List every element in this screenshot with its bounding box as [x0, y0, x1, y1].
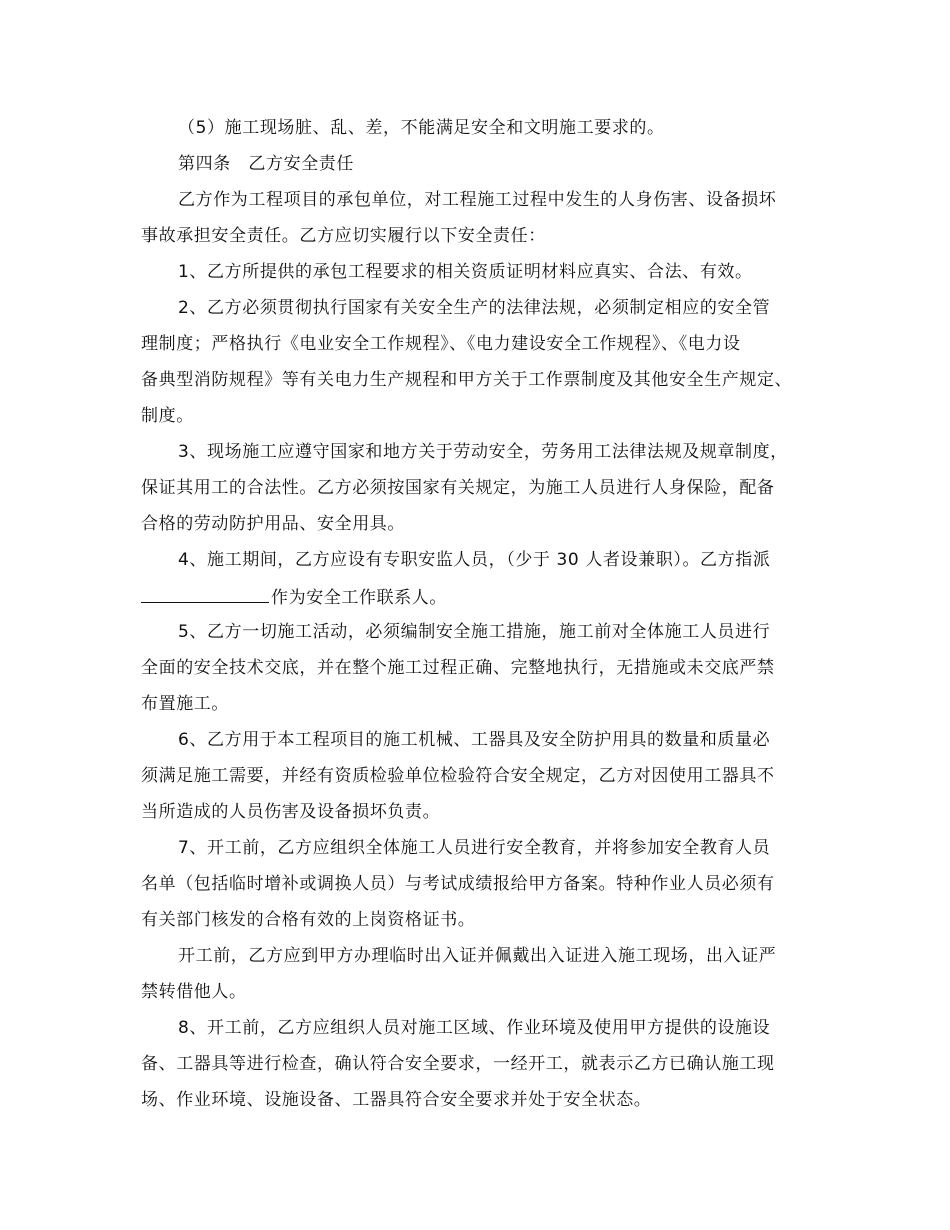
paragraph-line: 备典型消防规程》等有关电力生产规程和甲方关于工作票制度及其他安全生产规定、: [141, 370, 793, 390]
paragraph-line: 3、现场施工应遵守国家和地方关于劳动安全，劳务用工法律法规及规章制度，: [178, 442, 788, 462]
paragraph-line: 理制度；严格执行《电业安全工作规程》、《电力建设安全工作规程》、《电力设: [141, 334, 741, 354]
paragraph-line: 保证其用工的合法性。乙方必须按国家有关规定，为施工人员进行人身保险，配备: [141, 478, 775, 498]
article-four-heading: 第四条 乙方安全责任: [178, 154, 354, 174]
paragraph-line: 布置施工。: [141, 694, 229, 714]
paragraph-line: 8、开工前，乙方应组织人员对施工区域、作业环境及使用甲方提供的设施设: [178, 1018, 771, 1038]
paragraph-line: 有关部门核发的合格有效的上岗资格证书。: [141, 910, 476, 930]
paragraph-line: 备、工器具等进行检查，确认符合安全要求，一经开工，就表示乙方已确认施工现: [141, 1054, 775, 1074]
clause-item-5: （5）施工现场脏、乱、差，不能满足安全和文明施工要求的。: [178, 118, 665, 138]
paragraph-line: 乙方作为工程项目的承包单位，对工程施工过程中发生的人身伤害、设备损坏: [178, 190, 777, 210]
paragraph-line: 须满足施工需要，并经有资质检验单位检验符合安全规定，乙方对因使用工器具不: [141, 766, 775, 786]
paragraph-line: 名单（包括临时增补或调换人员）与考试成绩报给甲方备案。特种作业人员必须有: [141, 874, 775, 894]
paragraph-line: 全面的安全技术交底，并在整个施工过程正确、完整地执行，无措施或未交底严禁: [141, 658, 775, 678]
paragraph-line: 场、作业环境、设施设备、工器具符合安全要求并处于安全状态。: [141, 1090, 652, 1110]
paragraph-line: 2、乙方必须贯彻执行国家有关安全生产的法律法规，必须制定相应的安全管: [178, 298, 771, 318]
paragraph-line-text: 作为安全工作联系人。: [271, 588, 447, 608]
paragraph-line: 1、乙方所提供的承包工程要求的相关资质证明材料应真实、合法、有效。: [178, 262, 753, 282]
paragraph-line: 事故承担安全责任。乙方应切实履行以下安全责任：: [141, 226, 546, 246]
paragraph-line: 制度。: [141, 406, 194, 426]
paragraph-line: 5、乙方一切施工活动，必须编制安全施工措施，施工前对全体施工人员进行: [178, 622, 771, 642]
paragraph-line: 7、开工前，乙方应组织全体施工人员进行安全教育，并将参加安全教育人员: [178, 838, 771, 858]
paragraph-line: 6、乙方用于本工程项目的施工机械、工器具及安全防护用具的数量和质量必: [178, 730, 771, 750]
paragraph-line: 当所造成的人员伤害及设备损坏负责。: [141, 802, 441, 822]
contact-person-blank[interactable]: [141, 586, 269, 603]
paragraph-line: 合格的劳动防护用品、安全用具。: [141, 514, 405, 534]
paragraph-line: 禁转借他人。: [141, 982, 247, 1002]
paragraph-line: 4、施工期间，乙方应设有专职安监人员，（少于 30 人者设兼职）。乙方指派: [178, 550, 771, 570]
contact-line: [141, 586, 447, 608]
paragraph-line: 开工前，乙方应到甲方办理临时出入证并佩戴出入证进入施工现场，出入证严: [178, 946, 777, 966]
